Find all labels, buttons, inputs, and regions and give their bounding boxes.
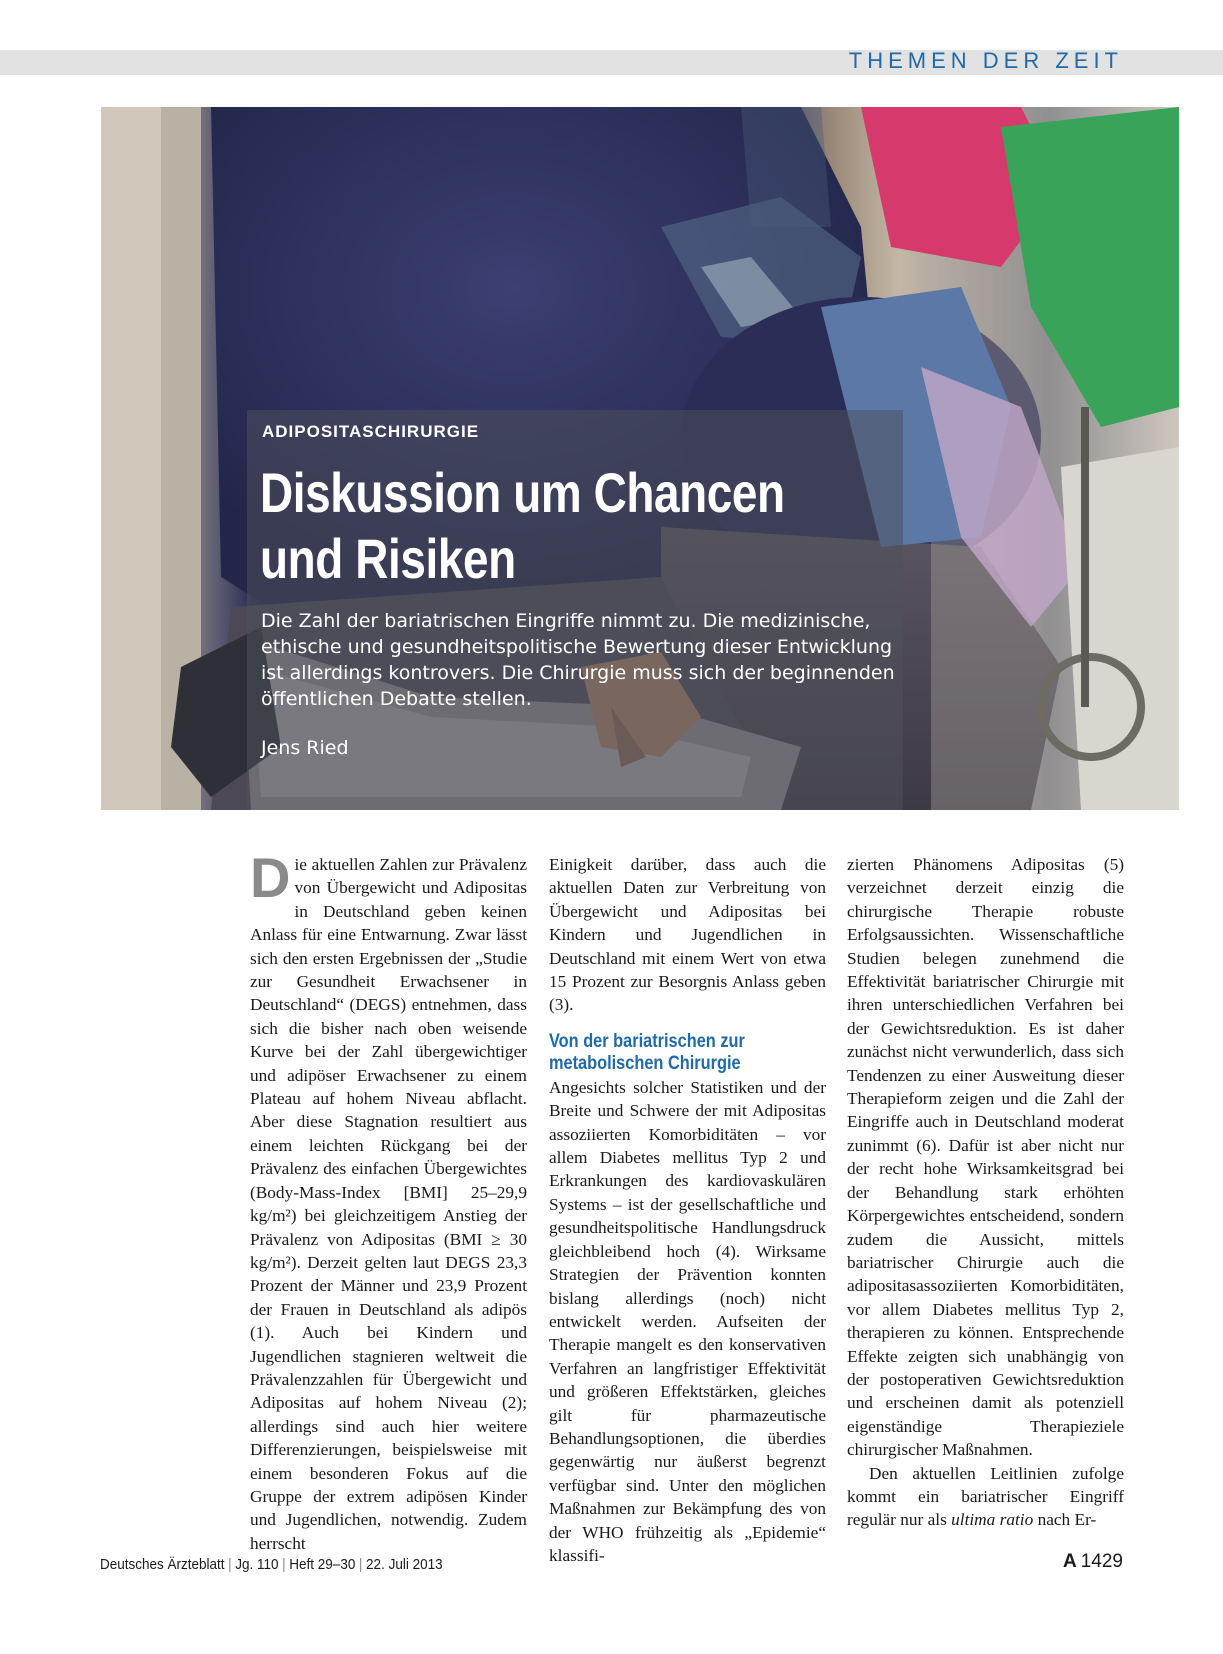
body-paragraph [847,1462,1124,1532]
volume: Jg. 110 [235,1556,279,1573]
issue-date: 22. Juli 2013 [366,1556,443,1573]
body-column-3 [847,853,1124,1532]
body-paragraph: zierten Phänomens Adipositas (5) verzeichnet derzeit einzig die chirurgische Therapie robuste Erfolgsaussichten. Wissenschaftliche Studien belegen zunehmend die Effektivität bariatrischer Chirurgie mit ihren unterschiedlichen Verfahren bei der Gewichtsreduktion. Es ist daher zunächst nicht verwunderlich, dass sich Tendenzen zu einer Ausweitung dieser Therapieform zeigen und die Zahl der Eingriffe auch in Deutschland moderat zunimmt (6). Dafür ist aber nicht nur der recht hohe Wirksamkeitsgrad bei der Behandlung stark erhöhten Körpergewichtes entscheidend, sondern zudem die Aussicht, mittels bariatrischer Chirurgie auch die adipositasassoziierten Komorbiditäten, vor allem Diabetes mellitus Typ 2, therapieren zu können. Entsprechende Effekte zeigten sich unabhängig von der postoperativen Gewichtsreduktion und erscheinen damit als potenziell eigenständige Therapieziele chirurgischer Maßnahmen. [847,855,1124,1460]
body-paragraph: Angesichts solcher Statistiken und der Breite und Schwere der mit Adipositas assoziierten Komorbiditäten – vor allem Diabetes mellitus Typ 2 und Erkrankungen des kardiovaskulären Systems – ist der gesellschaftliche und gesundheitspolitische Handlungsdruck gleichbleibend hoch (4). Wirksame Strategien der Prävention konnten bislang allerdings (noch) nicht entwickelt werden. Aufseiten der Therapie mangelt es den konservativen Verfahren an langfristiger Effektivität und größeren Effektstärken, gleiches gilt für pharmazeutische Behandlungsoptionen, die überdies gegenwärtig nur äußerst begrenzt verfügbar sind. Unter den möglichen Maßnahmen zur Bekämpfung des von der WHO frühzeitig als „Epidemie“ klassifi- [549,1077,826,1565]
body-column-1 [250,846,527,1555]
paragraph-text: nach Er- [1033,1510,1097,1530]
body-column-2 [549,853,826,1567]
section-subheading: Von der bariatrischen zur metabolischen Chirurgie [549,1030,745,1074]
page-number [1063,1551,1123,1573]
journal-name: Deutsches Ärzteblatt [100,1556,225,1573]
page-prefix: A [1062,1551,1077,1572]
issue: Heft 29–30 [289,1556,356,1573]
article-kicker: ADIPOSITASCHIRURGIE [262,422,480,441]
body-paragraph: Einigkeit darüber, dass auch die aktuellen Daten zur Verbreitung von Übergewicht und Adipositas bei Kindern und Jugendlichen in Deutschland mit einem Wert von etwa 15 Prozent zur Besorgnis Anlass geben (3). [549,855,826,1015]
page-number-value: 1429 [1080,1551,1123,1572]
separator: | [282,1556,286,1573]
article-headline: Diskussion um Chancen und Risiken [260,461,785,590]
separator: | [228,1556,232,1573]
section-label: THEMEN DER ZEIT [848,48,1123,73]
page-footer [100,1556,443,1573]
article-author: Jens Ried [261,737,349,759]
paragraph-text: ie aktuellen Zahlen zur Prävalenz von Übergewicht und Adipositas in Deutschland geben keinen Anlass für eine Entwarnung. Zwar lässt sich den ersten Ergebnissen der „Studie zur Gesundheit Erwachsener in Deutschland“ (DEGS) entnehmen, dass sich die bisher nach oben weisende Kurve bei der Zahl übergewichtiger und adipöser Erwachsener zu einem Plateau auf hohem Niveau abflacht. Aber diese Stagnation resultiert aus einem leichten Rückgang bei der Prävalenz des einfachen Übergewichtes (Body-Mass-Index [BMI] 25–29,9 kg/m²) bei gleichzeitigem Anstieg der Prävalenz von Adipositas (BMI ≥ 30 kg/m²). Derzeit gelten laut DEGS 23,3 Prozent der Männer und 23,9 Prozent der Frauen in Deutschland als adipös (1). Auch bei Kindern und Jugendlichen stagnieren weltweit die Prävalenzzahlen für Übergewicht und Adipositas auf hohem Niveau (2); allerdings sind auch hier weitere Differenzierungen, beispielsweise mit einem besonderen Fokus auf die Gruppe der extrem adipösen Kinder und Jugendlichen, notwendig. Zudem herrscht [250,855,527,1553]
separator: | [358,1556,363,1573]
paragraph-text: Den aktuellen Leitlinien zufolge kommt ein bariatrischer Eingriff regulär nur als [847,1463,1124,1530]
body-paragraph [250,846,527,1555]
emphasis-text: ultima ratio [951,1510,1034,1530]
article-lede: Die Zahl der bariatrischen Eingriffe nimmt zu. Die medizinische, ethische und gesundheitspolitische Bewertung dieser Entwicklung ist allerdings kontrovers. Die Chirurgie muss sich der beginnenden öffentlichen Debatte stellen. [261,610,895,710]
drop-cap: D [250,846,291,909]
